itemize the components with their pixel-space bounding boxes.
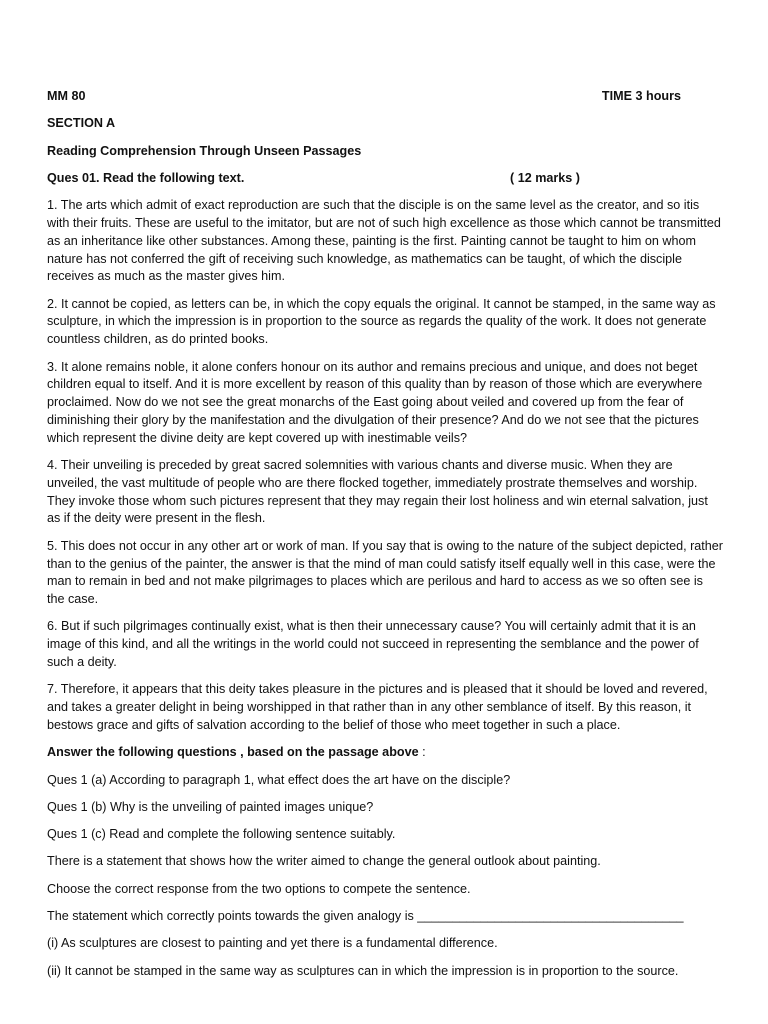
passage-paragraph-7: 7. Therefore, it appears that this deity takes pleasure in the pictures and is pleased that it should be loved and revered, and takes a greater delight in being worshipped in that rather than in any other semblance of itself. By this reason, it bestows grace and gifts of salvation according to the belief of those who meet together in such a place. [47,682,708,732]
answer-heading [47,744,723,762]
passage-paragraph-2: 2. It cannot be copied, as letters can be, in which the copy equals the original. It cannot be stamped, in the same way as sculpture, in which the impression is in proportion to the source as regards the quality of the work. It does not generate countless children, as do printed books. [47,296,716,347]
question-label: Ques 01. Read the following text. [47,170,245,185]
passage-paragraph-4: 4. Their unveiling is preceded by great sacred solemnities with various chants and diverse music. When they are unveiled, the vast multitude of people who are there flocked together, immediately prostrate themselves and worship. They invoke those whom such pictures represent that they may regain their lost holiness and win eternal salvation, just as if the deity were present in the flesh. [47,458,708,526]
question-header [47,170,723,188]
question-1c: Ques 1 (c) Read and complete the following sentence suitably. [47,827,396,842]
question-marks: ( 12 marks ) [510,170,581,185]
passage-paragraph-6: 6. But if such pilgrimages continually exist, what is then their unnecessary cause? You will certainly admit that it is an image of this kind, and all the writings in the world could not succeed in representing the semblance and the power of such a deity. [47,619,699,670]
passage-paragraph-5: 5. This does not occur in any other art or work of man. If you say that is owing to the nature of the subject depicted, rather than to the genius of the painter, the answer is that the mind of man could satisfy itself equally well in this case, were the man to remain in bed and not make pilgrimages to places which are perilous and hard to access as we so often see is the case. [47,538,723,607]
max-marks: MM 80 [47,89,86,103]
question-1b: Ques 1 (b) Why is the unveiling of painted images unique? [47,799,374,814]
question-1a: Ques 1 (a) According to paragraph 1, what effect does the art have on the disciple? [47,772,511,787]
passage-paragraph-1: 1. The arts which admit of exact reproduction are such that the disciple is on the same level as the creator, and so itis with their fruits. These are useful to the imitator, but are not of such high excellence as those which cannot be transmitted as an inheritance like other substances. Among these, painting is the first. Painting cannot be taught to him on whom nature has not conferred the gift of receiving such knowledge, as mathematics can be taught, of which the disciple receives as much as the master gives him. [47,198,721,284]
section-subtitle: Reading Comprehension Through Unseen Passages [47,143,362,158]
section-title: SECTION A [47,116,116,131]
exam-header [47,88,681,106]
option-i: (i) As sculptures are closest to painting and yet there is a fundamental difference. [47,936,498,951]
statement-text: There is a statement that shows how the writer aimed to change the general outlook about painting. [47,854,601,869]
passage-paragraph-3: 3. It alone remains noble, it alone confers honour on its author and remains precious and unique, and does not beget children equal to itself. And it is more excellent by reason of this quality than by reason of those which are everywhere proclaimed. Now do we not see the great monarchs of the East going about veiled and covered up from the fear of diminishing their glory by the manifestation and the divulgation of their presence? And do we not see that the pictures which represent the divine deity are kept covered up with inestimable veils? [47,359,703,445]
answer-heading-text: Answer the following questions , based on the passage above [47,745,419,760]
choose-instruction: Choose the correct response from the two options to compete the sentence. [47,881,471,896]
blank-sentence: The statement which correctly points towards the given analogy is ______________________________________ [47,908,684,923]
answer-heading-colon: : [418,745,426,760]
option-ii: (ii) It cannot be stamped in the same way as sculptures can in which the impression is in proportion to the source. [47,963,679,978]
time-allowed: TIME 3 hours [601,89,681,103]
document-page [47,88,723,990]
